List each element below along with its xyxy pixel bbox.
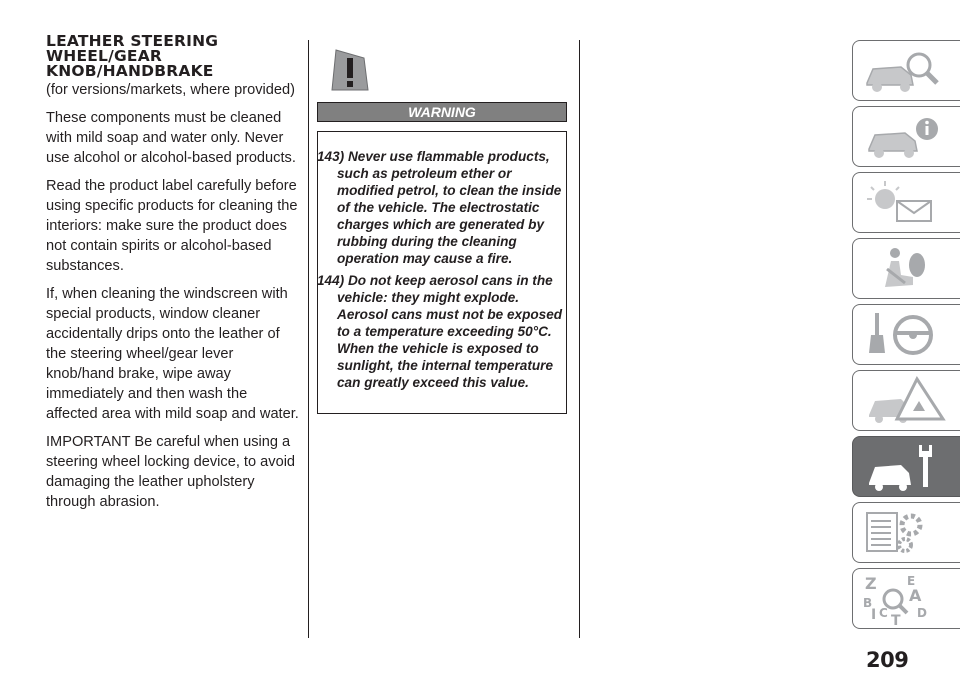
page-number: 209 [866,648,909,672]
svg-text:D: D [917,606,927,620]
alphabetical-index-icon [861,573,951,625]
column-divider-right [579,40,580,638]
column-divider-left [308,40,309,638]
warning-triangle-icon [330,48,370,94]
car-wrench-icon [861,441,951,493]
paragraph-window-cleaner: If, when cleaning the windscreen with special products, window cleaner accidentally drips onto the leather of the steering wheel/gear lever knob/hand brake, wipe away immediately and then wash the affected area with mild soap and water. [46,286,299,422]
warning-item-143: 143) Never use flammable products, such as petroleum ether or modified petrol, to clean the inside of the vehicle. The electrostatic charges which are generated by rubbing during the cleaning operation may cause a fire. [317,149,562,266]
warning-item-144: 144) Do not keep aerosol cans in the vehicle: they might explode. Aerosol cans must not be exposed to a temperature exceeding 50°C. When the vehicle is exposed to sunlight, the internal temperature can greatly exceed this value. [317,273,563,390]
warning-list [317,148,567,396]
heading-line: LEATHER STEERING [46,32,219,50]
main-text-column [46,34,300,512]
car-search-icon [861,45,951,97]
tab-car-info[interactable] [852,106,960,167]
svg-text:I: I [871,607,877,623]
paragraph-cleaning: These components must be cleaned with mild soap and water only. Never use alcohol or alcohol-based products. [46,110,296,166]
seat-airbag-icon [861,243,951,295]
svg-text:C: C [879,606,888,620]
tab-alphabetical-index[interactable] [852,568,960,629]
key-steering-wheel-icon [861,309,951,361]
section-subheading: (for versions/markets, where provided) [46,82,295,98]
tab-warning-lights[interactable] [852,172,960,233]
heading-line: WHEEL/GEAR [46,47,163,65]
tab-seat-airbag[interactable] [852,238,960,299]
specs-gears-icon [861,507,951,559]
svg-text:E: E [907,574,916,588]
car-info-icon [861,111,951,163]
svg-text:B: B [863,596,873,610]
car-emergency-icon [861,375,951,427]
section-heading [46,34,300,79]
tab-car-emergency[interactable] [852,370,960,431]
heading-line: KNOB/HANDBRAKE [46,62,214,80]
warning-title: WARNING [317,102,567,122]
tab-specifications[interactable] [852,502,960,563]
svg-text:A: A [909,586,922,605]
svg-text:Z: Z [865,574,877,593]
paragraph-product-label: Read the product label carefully before using specific products for cleaning the interiors: make sure the product does not contain spirits or alcohol-based substances. [46,178,298,274]
paragraph-important: IMPORTANT Be careful when using a steering wheel locking device, to avoid damaging the leather upholstery through abrasion. [46,434,296,510]
tab-car-search[interactable] [852,40,960,101]
warning-light-message-icon [861,177,951,229]
tab-key-steering[interactable] [852,304,960,365]
svg-text:T: T [891,613,901,625]
tab-car-maintenance[interactable] [852,436,960,497]
